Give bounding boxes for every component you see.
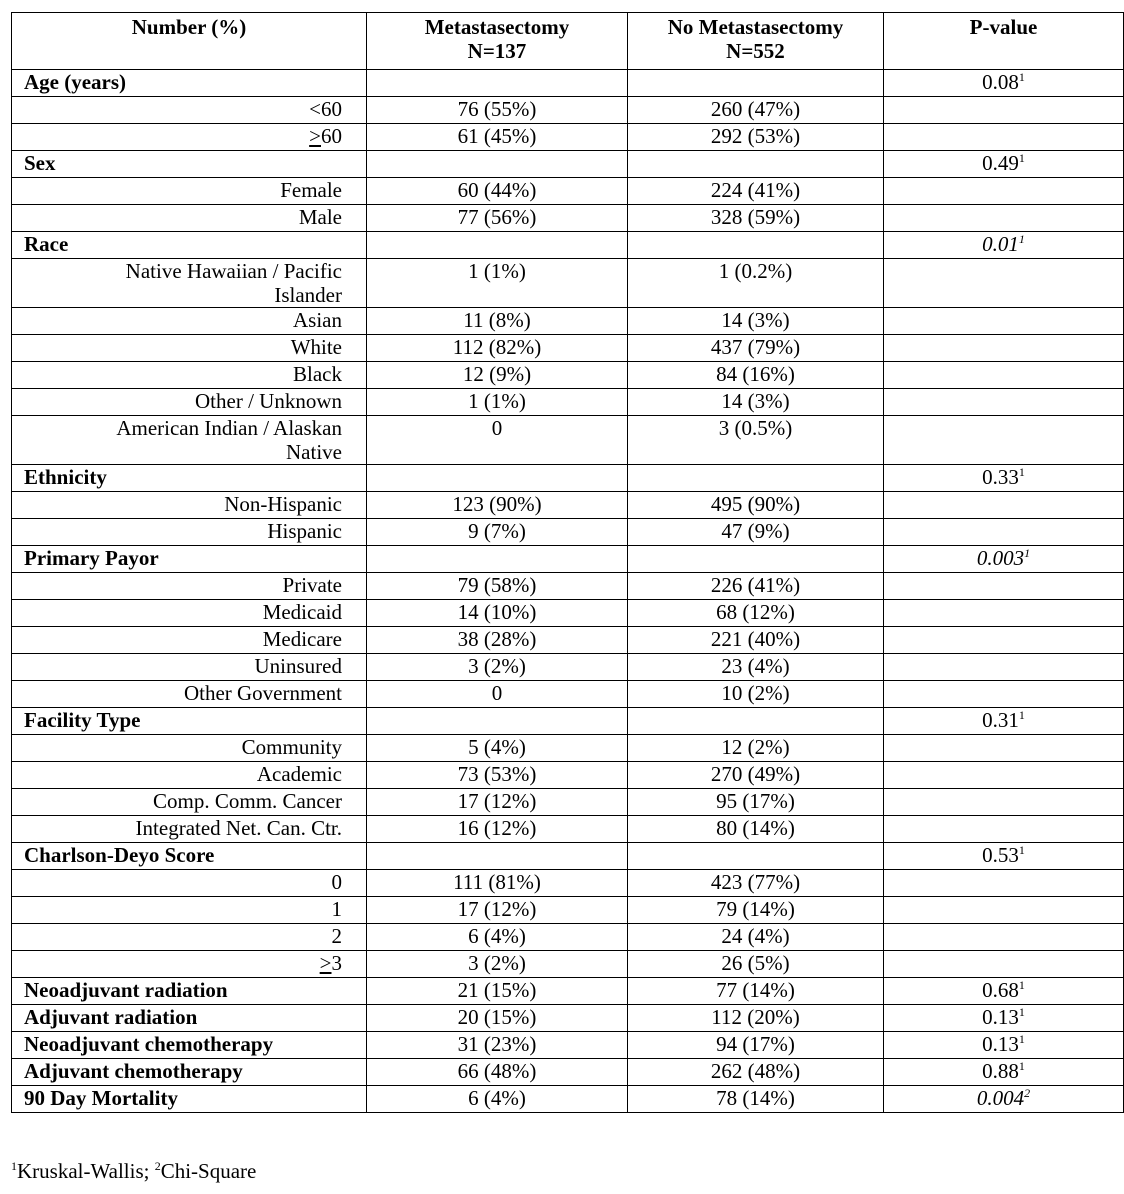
no-metastasectomy-value: 14 (3%) bbox=[628, 389, 884, 416]
no-metastasectomy-value: 47 (9%) bbox=[628, 519, 884, 546]
metastasectomy-value: 1 (1%) bbox=[367, 259, 628, 308]
metastasectomy-value: 6 (4%) bbox=[367, 1086, 628, 1113]
no-metastasectomy-value: 10 (2%) bbox=[628, 681, 884, 708]
no-metastasectomy-value bbox=[628, 546, 884, 573]
header-metastasectomy: Metastasectomy N=137 bbox=[367, 13, 628, 70]
row-label: Asian bbox=[12, 308, 367, 335]
p-value bbox=[884, 97, 1124, 124]
sub-row bbox=[12, 389, 1124, 416]
p-value bbox=[884, 205, 1124, 232]
p-value: 0.68$^1$ bbox=[884, 978, 1124, 1005]
metastasectomy-value: 112 (82%) bbox=[367, 335, 628, 362]
p-value bbox=[884, 789, 1124, 816]
section-row bbox=[12, 843, 1124, 870]
row-label: <60 bbox=[12, 97, 367, 124]
metastasectomy-value: 0 bbox=[367, 416, 628, 465]
no-metastasectomy-value: 68 (12%) bbox=[628, 600, 884, 627]
p-value bbox=[884, 389, 1124, 416]
row-label: 2 bbox=[12, 924, 367, 951]
no-metastasectomy-value: 3 (0.5%) bbox=[628, 416, 884, 465]
p-value bbox=[884, 519, 1124, 546]
metastasectomy-value: 79 (58%) bbox=[367, 573, 628, 600]
metastasectomy-value: 20 (15%) bbox=[367, 1005, 628, 1032]
section-row bbox=[12, 978, 1124, 1005]
data-table bbox=[11, 12, 1124, 1113]
section-row bbox=[12, 151, 1124, 178]
sub-row bbox=[12, 816, 1124, 843]
p-value bbox=[884, 335, 1124, 362]
no-metastasectomy-value: 270 (49%) bbox=[628, 762, 884, 789]
metastasectomy-value: 60 (44%) bbox=[367, 178, 628, 205]
no-metastasectomy-value: 262 (48%) bbox=[628, 1059, 884, 1086]
p-value bbox=[884, 600, 1124, 627]
section-row bbox=[12, 465, 1124, 492]
metastasectomy-value: 17 (12%) bbox=[367, 897, 628, 924]
sub-row bbox=[12, 627, 1124, 654]
p-value bbox=[884, 897, 1124, 924]
p-value: 0.88$^1$ bbox=[884, 1059, 1124, 1086]
p-value bbox=[884, 735, 1124, 762]
no-metastasectomy-value: 94 (17%) bbox=[628, 1032, 884, 1059]
p-value bbox=[884, 654, 1124, 681]
p-value bbox=[884, 259, 1124, 308]
no-metastasectomy-value: 14 (3%) bbox=[628, 308, 884, 335]
p-value bbox=[884, 573, 1124, 600]
metastasectomy-value: 38 (28%) bbox=[367, 627, 628, 654]
metastasectomy-value: 5 (4%) bbox=[367, 735, 628, 762]
sub-row bbox=[12, 519, 1124, 546]
sub-row bbox=[12, 681, 1124, 708]
row-label: Race bbox=[12, 232, 367, 259]
p-value bbox=[884, 681, 1124, 708]
metastasectomy-value: 0 bbox=[367, 681, 628, 708]
metastasectomy-value: 9 (7%) bbox=[367, 519, 628, 546]
row-label: Age (years) bbox=[12, 70, 367, 97]
section-row bbox=[12, 1086, 1124, 1113]
row-label: American Indian / Alaskan Native bbox=[12, 416, 367, 465]
no-metastasectomy-value: 80 (14%) bbox=[628, 816, 884, 843]
no-metastasectomy-value bbox=[628, 708, 884, 735]
metastasectomy-value: 31 (23%) bbox=[367, 1032, 628, 1059]
p-value: 0.01$^1$ bbox=[884, 232, 1124, 259]
header-row bbox=[12, 13, 1124, 70]
sub-row bbox=[12, 600, 1124, 627]
p-value bbox=[884, 178, 1124, 205]
row-label: 1 bbox=[12, 897, 367, 924]
metastasectomy-value: 3 (2%) bbox=[367, 654, 628, 681]
row-label: Neoadjuvant chemotherapy bbox=[12, 1032, 367, 1059]
row-label: Female bbox=[12, 178, 367, 205]
row-label: Male bbox=[12, 205, 367, 232]
p-value bbox=[884, 951, 1124, 978]
row-label: Hispanic bbox=[12, 519, 367, 546]
no-metastasectomy-value: 23 (4%) bbox=[628, 654, 884, 681]
no-metastasectomy-value bbox=[628, 843, 884, 870]
row-label: >60 bbox=[12, 124, 367, 151]
header-number-percent: Number (%) bbox=[12, 13, 367, 70]
section-row bbox=[12, 232, 1124, 259]
row-label: Private bbox=[12, 573, 367, 600]
row-label: Other / Unknown bbox=[12, 389, 367, 416]
metastasectomy-value: 14 (10%) bbox=[367, 600, 628, 627]
no-metastasectomy-value: 77 (14%) bbox=[628, 978, 884, 1005]
metastasectomy-value: 6 (4%) bbox=[367, 924, 628, 951]
row-label: Charlson-Deyo Score bbox=[12, 843, 367, 870]
no-metastasectomy-value: 78 (14%) bbox=[628, 1086, 884, 1113]
no-metastasectomy-value: 112 (20%) bbox=[628, 1005, 884, 1032]
p-value bbox=[884, 362, 1124, 389]
p-value: 0.004$^2$ bbox=[884, 1086, 1124, 1113]
no-metastasectomy-value: 328 (59%) bbox=[628, 205, 884, 232]
row-label: Uninsured bbox=[12, 654, 367, 681]
row-label: Facility Type bbox=[12, 708, 367, 735]
p-value: 0.13$^1$ bbox=[884, 1032, 1124, 1059]
no-metastasectomy-value bbox=[628, 151, 884, 178]
sub-row bbox=[12, 205, 1124, 232]
sub-row bbox=[12, 735, 1124, 762]
row-label: Academic bbox=[12, 762, 367, 789]
sub-row bbox=[12, 654, 1124, 681]
metastasectomy-value: 73 (53%) bbox=[367, 762, 628, 789]
section-row bbox=[12, 70, 1124, 97]
row-label: Adjuvant radiation bbox=[12, 1005, 367, 1032]
section-row bbox=[12, 1005, 1124, 1032]
sub-row bbox=[12, 362, 1124, 389]
no-metastasectomy-value: 495 (90%) bbox=[628, 492, 884, 519]
section-row bbox=[12, 546, 1124, 573]
metastasectomy-value: 3 (2%) bbox=[367, 951, 628, 978]
row-label: 90 Day Mortality bbox=[12, 1086, 367, 1113]
metastasectomy-value: 17 (12%) bbox=[367, 789, 628, 816]
no-metastasectomy-value bbox=[628, 70, 884, 97]
p-value bbox=[884, 124, 1124, 151]
row-label: Non-Hispanic bbox=[12, 492, 367, 519]
row-label: Comp. Comm. Cancer bbox=[12, 789, 367, 816]
no-metastasectomy-value: 221 (40%) bbox=[628, 627, 884, 654]
p-value bbox=[884, 308, 1124, 335]
no-metastasectomy-value: 79 (14%) bbox=[628, 897, 884, 924]
no-metastasectomy-value bbox=[628, 232, 884, 259]
sub-row bbox=[12, 951, 1124, 978]
p-value bbox=[884, 492, 1124, 519]
metastasectomy-value: 21 (15%) bbox=[367, 978, 628, 1005]
sub-row bbox=[12, 416, 1124, 465]
no-metastasectomy-value: 260 (47%) bbox=[628, 97, 884, 124]
metastasectomy-value bbox=[367, 151, 628, 178]
row-label: White bbox=[12, 335, 367, 362]
sub-row bbox=[12, 924, 1124, 951]
metastasectomy-value bbox=[367, 546, 628, 573]
row-label: >3 bbox=[12, 951, 367, 978]
sub-row bbox=[12, 97, 1124, 124]
footnote: $^1$Kruskal-Wallis; $^2$Chi-Square bbox=[11, 1159, 257, 1183]
row-label: Black bbox=[12, 362, 367, 389]
no-metastasectomy-value: 226 (41%) bbox=[628, 573, 884, 600]
p-value: 0.33$^1$ bbox=[884, 465, 1124, 492]
metastasectomy-value bbox=[367, 465, 628, 492]
p-value: 0.53$^1$ bbox=[884, 843, 1124, 870]
row-label: 0 bbox=[12, 870, 367, 897]
p-value bbox=[884, 924, 1124, 951]
p-value bbox=[884, 627, 1124, 654]
p-value bbox=[884, 816, 1124, 843]
row-label: Adjuvant chemotherapy bbox=[12, 1059, 367, 1086]
row-label: Medicare bbox=[12, 627, 367, 654]
section-row bbox=[12, 1059, 1124, 1086]
row-label: Community bbox=[12, 735, 367, 762]
p-value bbox=[884, 870, 1124, 897]
no-metastasectomy-value: 24 (4%) bbox=[628, 924, 884, 951]
p-value: 0.003$^1$ bbox=[884, 546, 1124, 573]
no-metastasectomy-value: 1 (0.2%) bbox=[628, 259, 884, 308]
sub-row bbox=[12, 308, 1124, 335]
section-row bbox=[12, 708, 1124, 735]
metastasectomy-value bbox=[367, 843, 628, 870]
p-value bbox=[884, 762, 1124, 789]
sub-row bbox=[12, 762, 1124, 789]
row-label: Medicaid bbox=[12, 600, 367, 627]
section-row bbox=[12, 1032, 1124, 1059]
sub-row bbox=[12, 789, 1124, 816]
p-value: 0.49$^1$ bbox=[884, 151, 1124, 178]
metastasectomy-value: 123 (90%) bbox=[367, 492, 628, 519]
header-no-metastasectomy: No Metastasectomy N=552 bbox=[628, 13, 884, 70]
metastasectomy-value: 12 (9%) bbox=[367, 362, 628, 389]
no-metastasectomy-value: 84 (16%) bbox=[628, 362, 884, 389]
p-value: 0.31$^1$ bbox=[884, 708, 1124, 735]
metastasectomy-value bbox=[367, 70, 628, 97]
no-metastasectomy-value bbox=[628, 465, 884, 492]
sub-row bbox=[12, 335, 1124, 362]
sub-row bbox=[12, 573, 1124, 600]
metastasectomy-value: 77 (56%) bbox=[367, 205, 628, 232]
metastasectomy-value bbox=[367, 232, 628, 259]
p-value: 0.13$^1$ bbox=[884, 1005, 1124, 1032]
metastasectomy-value: 1 (1%) bbox=[367, 389, 628, 416]
row-label: Neoadjuvant radiation bbox=[12, 978, 367, 1005]
sub-row bbox=[12, 259, 1124, 308]
no-metastasectomy-value: 12 (2%) bbox=[628, 735, 884, 762]
row-label: Other Government bbox=[12, 681, 367, 708]
no-metastasectomy-value: 26 (5%) bbox=[628, 951, 884, 978]
metastasectomy-value: 11 (8%) bbox=[367, 308, 628, 335]
metastasectomy-value: 61 (45%) bbox=[367, 124, 628, 151]
sub-row bbox=[12, 124, 1124, 151]
header-p-value: P-value bbox=[884, 13, 1124, 70]
no-metastasectomy-value: 224 (41%) bbox=[628, 178, 884, 205]
sub-row bbox=[12, 492, 1124, 519]
no-metastasectomy-value: 437 (79%) bbox=[628, 335, 884, 362]
metastasectomy-value: 111 (81%) bbox=[367, 870, 628, 897]
sub-row bbox=[12, 178, 1124, 205]
p-value bbox=[884, 416, 1124, 465]
row-label: Primary Payor bbox=[12, 546, 367, 573]
row-label: Native Hawaiian / Pacific Islander bbox=[12, 259, 367, 308]
sub-row bbox=[12, 870, 1124, 897]
sub-row bbox=[12, 897, 1124, 924]
metastasectomy-value: 76 (55%) bbox=[367, 97, 628, 124]
metastasectomy-value bbox=[367, 708, 628, 735]
p-value: 0.08$^1$ bbox=[884, 70, 1124, 97]
no-metastasectomy-value: 292 (53%) bbox=[628, 124, 884, 151]
no-metastasectomy-value: 95 (17%) bbox=[628, 789, 884, 816]
row-label: Sex bbox=[12, 151, 367, 178]
row-label: Ethnicity bbox=[12, 465, 367, 492]
row-label: Integrated Net. Can. Ctr. bbox=[12, 816, 367, 843]
metastasectomy-value: 16 (12%) bbox=[367, 816, 628, 843]
metastasectomy-value: 66 (48%) bbox=[367, 1059, 628, 1086]
no-metastasectomy-value: 423 (77%) bbox=[628, 870, 884, 897]
